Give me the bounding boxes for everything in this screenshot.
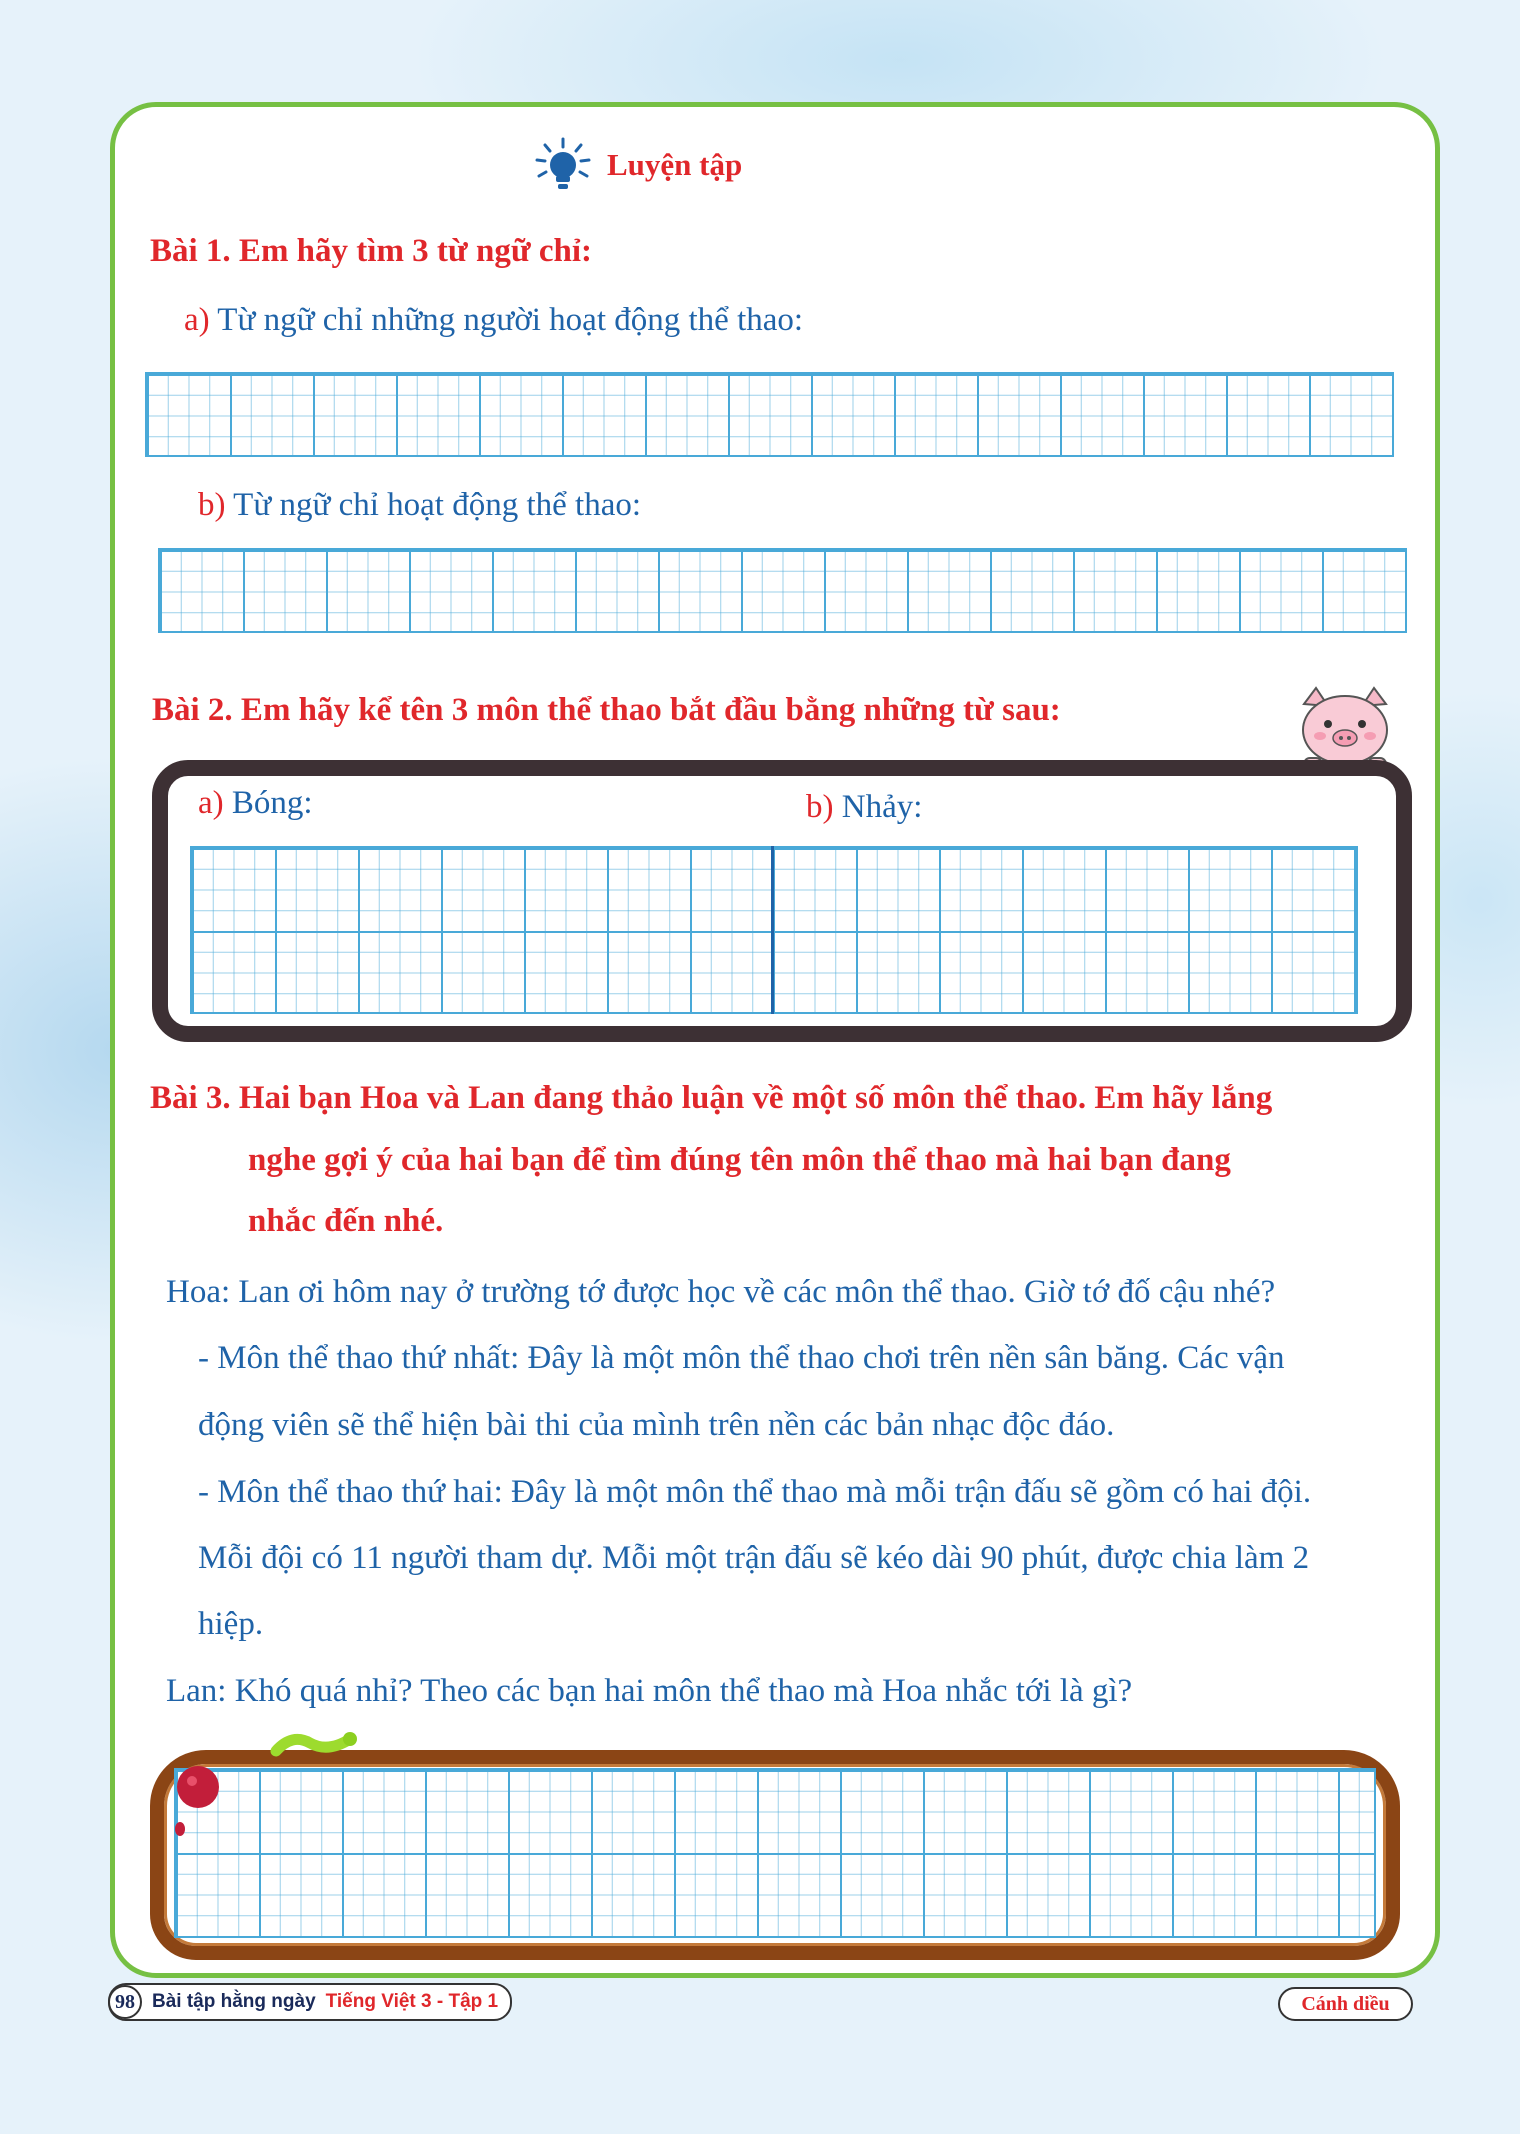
caterpillar-icon <box>270 1727 360 1761</box>
ex1-b-text: Từ ngữ chỉ hoạt động thể thao: <box>233 487 642 523</box>
ex3-answer-grid[interactable] <box>174 1768 1376 1938</box>
page-number: 98 <box>108 1985 142 2019</box>
ex3-heading-line1: Bài 3. Hai bạn Hoa và Lan đang thảo luận về một số môn thể thao. Em hãy lắng <box>150 1080 1273 1116</box>
section-title-text: Luyện tập <box>607 147 743 182</box>
ex3-heading-line2: nghe gợi ý của hai bạn để tìm đúng tên môn thể thao mà hai bạn đang <box>248 1142 1231 1178</box>
ex3-clue2-line2: Mỗi đội có 11 người tham dự. Mỗi một trận đấu sẽ kéo dài 90 phút, được chia làm 2 <box>198 1540 1310 1576</box>
ex1-b-answer-grid[interactable] <box>158 548 1407 633</box>
ex3-clue1-line1: - Môn thể thao thứ nhất: Đây là một môn thể thao chơi trên nền sân băng. Các vận <box>198 1340 1285 1376</box>
ex2-b-text: Nhảy: <box>841 789 923 825</box>
ex1-a-tag: a) <box>184 302 210 338</box>
ex1-b-prompt <box>198 487 641 524</box>
ex1-b-tag: b) <box>198 487 226 523</box>
ex1-a-prompt <box>184 302 803 339</box>
ex3-clue2-line1: - Môn thể thao thứ hai: Đây là một môn thể thao mà mỗi trận đấu sẽ gồm có hai đội. <box>198 1474 1312 1510</box>
book-title-prefix: Bài tập hằng ngày <box>152 1991 316 2012</box>
ex3-clue1-line2: động viên sẽ thể hiện bài thi của mình trên nền các bản nhạc độc đáo. <box>198 1407 1115 1443</box>
footer-book-badge <box>108 1983 512 2021</box>
ex2-a-prompt <box>198 785 313 822</box>
ex2-b-tag: b) <box>806 789 834 825</box>
ex2-a-tag: a) <box>198 785 224 821</box>
publisher-badge: Cánh diều <box>1278 1987 1413 2021</box>
ex1-a-answer-grid[interactable] <box>145 372 1394 457</box>
ladybug-icon <box>170 1765 224 1845</box>
book-title-subject: Tiếng Việt 3 - Tập 1 <box>325 1991 499 2012</box>
ex2-a-text: Bóng: <box>231 785 313 821</box>
ex2-column-divider <box>771 846 774 1014</box>
lightbulb-icon <box>533 136 593 194</box>
ex3-hoa-line: Hoa: Lan ơi hôm nay ở trường tớ được học về các môn thể thao. Giờ tớ đố cậu nhé? <box>166 1274 1276 1310</box>
ex2-heading: Bài 2. Em hãy kể tên 3 môn thể thao bắt đầu bằng những từ sau: <box>152 692 1061 728</box>
ex1-heading: Bài 1. Em hãy tìm 3 từ ngữ chỉ: <box>150 233 593 269</box>
section-title <box>533 136 742 194</box>
ex3-heading-line3: nhắc đến nhé. <box>248 1203 444 1239</box>
ex3-clue2-line3: hiệp. <box>198 1606 264 1642</box>
ex1-a-text: Từ ngữ chỉ những người hoạt động thể thao: <box>217 302 804 338</box>
ex2-answer-grid[interactable] <box>190 846 1358 1014</box>
ex3-lan-line: Lan: Khó quá nhỉ? Theo các bạn hai môn thể thao mà Hoa nhắc tới là gì? <box>166 1673 1133 1709</box>
ex2-b-prompt <box>806 789 922 826</box>
